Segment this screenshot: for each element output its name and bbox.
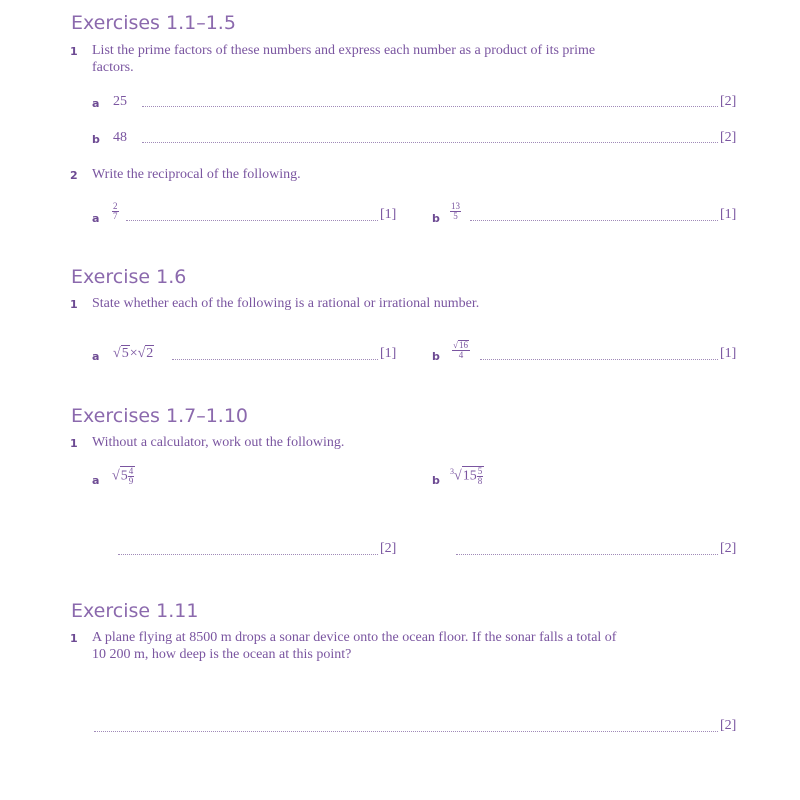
heading-exercises-1-1-1-5: Exercises 1.1–1.5	[71, 12, 236, 34]
answer-line[interactable]	[480, 359, 718, 360]
fraction-13-5: $\frac{13}{5}$	[451, 201, 460, 221]
answer-line[interactable]	[94, 731, 718, 732]
expression-sqrt5-times-sqrt2: √5×√2	[113, 346, 154, 361]
answer-line[interactable]	[470, 220, 718, 221]
marks-label: [2]	[720, 130, 737, 145]
part-value: 48	[113, 130, 127, 145]
question-text: Write the reciprocal of the following.	[92, 167, 301, 182]
heading-exercise-1-11: Exercise 1.11	[71, 600, 199, 622]
part-label: b	[432, 212, 440, 225]
part-value: 25	[113, 94, 127, 109]
answer-line[interactable]	[142, 106, 718, 107]
answer-line[interactable]	[126, 220, 378, 221]
part-label: a	[92, 350, 100, 363]
question-text: List the prime factors of these numbers and express each number as a product of its prime factors.	[92, 43, 596, 75]
expression-sqrt16-over-4: $\frac{√16}{4}$	[453, 340, 468, 360]
question-text: A plane flying at 8500 m drops a sonar device onto the ocean floor. If the sonar falls a total of 10 200 m, how deep is the ocean at this point?	[92, 630, 617, 662]
heading-exercises-1-7-1-10: Exercises 1.7–1.10	[71, 405, 249, 427]
expression-cuberoot-15-5-8: $^3$√15 $\frac{5}{8}$	[450, 466, 483, 486]
marks-label: [1]	[380, 346, 397, 361]
question-text: Without a calculator, work out the following.	[92, 435, 345, 450]
fraction-2-7: $\frac{2}{7}$	[113, 201, 118, 221]
expression-sqrt-5-4-9: √5 $\frac{4}{9}$	[112, 466, 134, 486]
marks-label: [1]	[720, 346, 737, 361]
marks-label: [1]	[720, 207, 737, 222]
question-number: 2	[70, 169, 78, 182]
part-label: b	[432, 474, 440, 487]
marks-label: [2]	[720, 94, 737, 109]
answer-line[interactable]	[172, 359, 378, 360]
part-label: a	[92, 212, 100, 225]
question-text: State whether each of the following is a rational or irrational number.	[92, 296, 480, 311]
question-number: 1	[70, 437, 78, 450]
marks-label: [1]	[380, 207, 397, 222]
heading-exercise-1-6: Exercise 1.6	[71, 266, 187, 288]
answer-line[interactable]	[118, 554, 378, 555]
part-label: a	[92, 97, 100, 110]
marks-label: [2]	[720, 718, 737, 733]
part-label: a	[92, 474, 100, 487]
marks-label: [2]	[380, 541, 397, 556]
answer-line[interactable]	[456, 554, 718, 555]
part-label: b	[92, 133, 100, 146]
question-number: 1	[70, 632, 78, 645]
question-number: 1	[70, 298, 78, 311]
answer-line[interactable]	[142, 142, 718, 143]
part-label: b	[432, 350, 440, 363]
question-number: 1	[70, 45, 78, 58]
marks-label: [2]	[720, 541, 737, 556]
